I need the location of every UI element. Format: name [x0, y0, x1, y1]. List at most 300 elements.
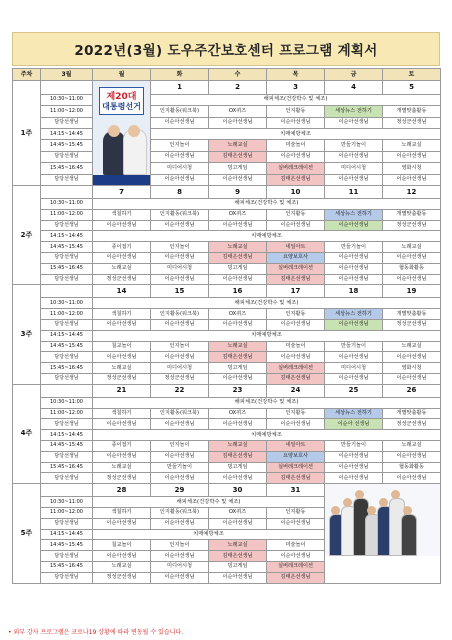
activity-cell: 이순아선생님: [151, 117, 209, 128]
schedule-row: [13, 373, 441, 384]
activity-cell: 정성군선생님: [151, 373, 209, 384]
activity-cell: 노래교실: [209, 540, 267, 551]
date-cell: 24: [267, 384, 325, 397]
date-cell: 18: [325, 285, 383, 298]
date-row: [13, 384, 441, 397]
activity-cell: 개별맞춤활동: [383, 106, 441, 117]
schedule-row: [13, 242, 441, 253]
schedule-row: [13, 209, 441, 220]
full-width-activity: 해피체조(건강박수 및 체조): [93, 397, 441, 408]
activity-cell: 미디어시청: [151, 163, 209, 174]
activity-cell: 인지놀이: [151, 242, 209, 253]
footnote: • 외부 강사 프로그램은 코로나19 상황에 따라 변동될 수 있습니다.: [8, 629, 184, 636]
activity-cell: 김태은선생님: [267, 274, 325, 285]
activity-cell: 이순아선생님: [267, 151, 325, 162]
activity-cell: 영화시청: [383, 363, 441, 374]
date-cell: 14: [93, 285, 151, 298]
activity-cell: 이순아선생님: [151, 352, 209, 363]
schedule-row: [13, 408, 441, 419]
activity-cell: 실버레크레이션: [267, 263, 325, 274]
time-cell: 11:00~12:00: [41, 507, 93, 518]
empty-cell: [41, 285, 93, 298]
schedule-row: [13, 231, 441, 242]
activity-cell: 네일아트: [267, 242, 325, 253]
time-cell: 담당선생님: [41, 451, 93, 462]
time-cell: 담당선생님: [41, 151, 93, 162]
poster-line1: 제20대: [106, 91, 137, 102]
time-cell: 14:15~14:45: [41, 430, 93, 441]
activity-cell: 이순아 선생님: [325, 419, 383, 430]
activity-cell: 노래교실: [383, 341, 441, 352]
activity-cell: 색칠하기: [93, 209, 151, 220]
date-cell: 22: [151, 384, 209, 397]
schedule-row: [13, 117, 441, 128]
schedule-row: [13, 263, 441, 274]
activity-cell: OX퀴즈: [209, 106, 267, 117]
poster-line2: 대통령선거: [102, 101, 141, 111]
activity-cell: 이순아선생님: [151, 274, 209, 285]
activity-cell: 이순아선생님: [151, 572, 209, 583]
activity-cell: 이순아선생님: [383, 373, 441, 384]
activity-cell: 이순아선생님: [325, 151, 383, 162]
activity-cell: 협동화활동: [383, 263, 441, 274]
full-width-activity: 해피체조(건강박수 및 체조): [93, 199, 441, 210]
activity-cell: 이순아선생님: [383, 174, 441, 185]
header-day: 월: [93, 69, 151, 81]
activity-cell: 인지활동: [267, 408, 325, 419]
activity-cell: OX퀴즈: [209, 209, 267, 220]
activity-cell: 이순아선생님: [267, 518, 325, 529]
schedule-row: [13, 298, 441, 309]
activity-cell: 인지활동(워크북): [151, 106, 209, 117]
date-cell: 9: [209, 186, 267, 199]
activity-cell: 이순아선생님: [151, 419, 209, 430]
activity-cell: 세상뉴스 전하기: [325, 408, 383, 419]
time-cell: 담당선생님: [41, 473, 93, 484]
activity-cell: 이순아선생님: [267, 117, 325, 128]
header-day: 수: [209, 69, 267, 81]
activity-cell: 이순아선생님: [151, 473, 209, 484]
time-cell: 11:00~12:00: [41, 309, 93, 320]
activity-cell: 이순아선생님: [151, 451, 209, 462]
date-cell: 12: [383, 186, 441, 199]
activity-cell: 만들기놀이: [325, 242, 383, 253]
activity-cell: 인지놀이: [151, 341, 209, 352]
activity-cell: 이순아선생님: [383, 151, 441, 162]
activity-cell: 요양보호사: [267, 252, 325, 263]
date-cell: 5: [383, 81, 441, 95]
date-cell: 3: [267, 81, 325, 95]
time-cell: 11:00~12:00: [41, 408, 93, 419]
activity-cell: 빙고게임: [209, 363, 267, 374]
date-cell: 25: [325, 384, 383, 397]
activity-cell: 노래교실: [383, 440, 441, 451]
activity-cell: 인지활동(워크북): [151, 507, 209, 518]
activity-cell: 이순아선생님: [209, 373, 267, 384]
full-width-activity: 치매예방체조: [93, 231, 441, 242]
activity-cell: 인지활동: [267, 209, 325, 220]
empty-cell: [41, 81, 93, 95]
activity-cell: 만들기놀이: [325, 341, 383, 352]
activity-cell: 정성군선생님: [383, 117, 441, 128]
time-cell: 담당선생님: [41, 373, 93, 384]
date-cell: 19: [383, 285, 441, 298]
time-cell: 담당선생님: [41, 572, 93, 583]
activity-cell: 인지활동: [267, 507, 325, 518]
schedule-row: [13, 199, 441, 210]
week-label: 5주: [13, 484, 41, 583]
time-cell: 15:45~16:45: [41, 363, 93, 374]
activity-cell: 개별맞춤활동: [383, 408, 441, 419]
activity-cell: OX퀴즈: [209, 507, 267, 518]
activity-cell: 이순아선생님: [209, 518, 267, 529]
week-label: 2주: [13, 186, 41, 285]
activity-cell: 인지활동(워크북): [151, 209, 209, 220]
week-label: 4주: [13, 384, 41, 483]
schedule-row: [13, 352, 441, 363]
activity-cell: 이순아선생님: [93, 518, 151, 529]
activity-cell: 색칠하기: [93, 507, 151, 518]
activity-cell: 김태은선생님: [267, 572, 325, 583]
header-day: 화: [151, 69, 209, 81]
activity-cell: 이순아선생님: [325, 319, 383, 330]
schedule-table: [12, 68, 441, 584]
activity-cell: OX퀴즈: [209, 408, 267, 419]
date-cell: 15: [151, 285, 209, 298]
activity-cell: 빙고게임: [209, 263, 267, 274]
full-width-activity: 치매예방체조: [93, 330, 441, 341]
date-cell: 4: [325, 81, 383, 95]
activity-cell: 정성군선생님: [93, 473, 151, 484]
time-cell: 14:15~14:45: [41, 128, 93, 139]
date-cell: 1: [151, 81, 209, 95]
schedule-row: [13, 440, 441, 451]
schedule-row: [13, 363, 441, 374]
activity-cell: 종이접기: [93, 242, 151, 253]
activity-cell: 이순아선생님: [267, 352, 325, 363]
activity-cell: 인지활동: [267, 106, 325, 117]
time-cell: 담당선생님: [41, 174, 93, 185]
schedule-row: [13, 319, 441, 330]
activity-cell: 정성군선생님: [383, 419, 441, 430]
activity-cell: 이순아선생님: [151, 319, 209, 330]
activity-cell: 이순아선생님: [93, 352, 151, 363]
time-cell: 14:45~15:45: [41, 140, 93, 151]
activity-cell: 노래교실: [93, 263, 151, 274]
date-cell: 10: [267, 186, 325, 199]
activity-cell: 이순아선생님: [209, 473, 267, 484]
week-label: 3주: [13, 285, 41, 384]
date-row: [13, 81, 441, 95]
activity-cell: 종이접기: [93, 440, 151, 451]
header-row: [13, 69, 441, 81]
activity-cell: 정성군선생님: [383, 319, 441, 330]
header-day: 목: [267, 69, 325, 81]
activity-cell: 미디어시청: [151, 363, 209, 374]
date-row: [13, 285, 441, 298]
date-cell: 8: [151, 186, 209, 199]
date-cell: 21: [93, 384, 151, 397]
full-width-activity: 치매예방체조: [93, 529, 325, 540]
activity-cell: 노래교실: [93, 363, 151, 374]
week-label: 1주: [13, 81, 41, 186]
activity-cell: 세상뉴스 전하기: [325, 209, 383, 220]
activity-cell: 김태은선생님: [209, 252, 267, 263]
schedule-row: [13, 341, 441, 352]
schedule-row: [13, 462, 441, 473]
activity-cell: 이순아선생님: [383, 451, 441, 462]
header-day: 금: [325, 69, 383, 81]
activity-cell: 실버레크레이션: [267, 163, 325, 174]
time-cell: 10:30~11:00: [41, 94, 93, 105]
schedule-row: [13, 430, 441, 441]
activity-cell: 칠교놀이: [93, 341, 151, 352]
schedule-row: [13, 163, 441, 174]
schedule-row: [13, 330, 441, 341]
activity-cell: 이순아선생님: [209, 319, 267, 330]
activity-cell: 인지놀이: [151, 440, 209, 451]
activity-cell: 이순아선생님: [325, 373, 383, 384]
time-cell: 11:00~12:00: [41, 106, 93, 117]
activity-cell: OX퀴즈: [209, 309, 267, 320]
activity-cell: 김태은선생님: [267, 473, 325, 484]
date-cell: 29: [151, 484, 209, 497]
activity-cell: 색칠하기: [93, 309, 151, 320]
date-cell: 23: [209, 384, 267, 397]
time-cell: 14:15~14:45: [41, 330, 93, 341]
empty-cell: [41, 384, 93, 397]
activity-cell: 노래교실: [383, 140, 441, 151]
time-cell: 15:45~16:45: [41, 163, 93, 174]
activity-cell: 만들기놀이: [151, 462, 209, 473]
activity-cell: 정성군선생님: [93, 274, 151, 285]
activity-cell: 협동화활동: [383, 462, 441, 473]
activity-cell: 색칠하기: [93, 408, 151, 419]
activity-cell: 인지활동(워크북): [151, 408, 209, 419]
activity-cell: 네일아트: [267, 440, 325, 451]
time-cell: 담당선생님: [41, 419, 93, 430]
date-cell: 28: [93, 484, 151, 497]
date-cell: 17: [267, 285, 325, 298]
activity-cell: 빙고게임: [209, 561, 267, 572]
schedule-row: [13, 174, 441, 185]
activity-cell: 이순아선생님: [93, 252, 151, 263]
time-cell: 14:45~15:45: [41, 242, 93, 253]
activity-cell: 미술놀이: [267, 341, 325, 352]
time-cell: 15:45~16:45: [41, 263, 93, 274]
activity-cell: 정성군선생님: [93, 373, 151, 384]
schedule-row: [13, 252, 441, 263]
activity-cell: 이순아선생님: [383, 274, 441, 285]
activity-cell: 개별맞춤활동: [383, 209, 441, 220]
activity-cell: 실버레크레이션: [267, 561, 325, 572]
title-bar: [12, 32, 440, 66]
date-cell: 26: [383, 384, 441, 397]
date-row: [13, 484, 441, 497]
activity-cell: 미디어시청: [151, 263, 209, 274]
activity-cell: 미술놀이: [267, 140, 325, 151]
activity-cell: 이순아선생님: [267, 319, 325, 330]
activity-cell: 이순아선생님: [383, 352, 441, 363]
schedule-row: [13, 140, 441, 151]
time-cell: 담당선생님: [41, 220, 93, 231]
activity-cell: 이순아선생님: [325, 473, 383, 484]
activity-cell: 칠교놀이: [93, 540, 151, 551]
time-cell: 14:15~14:45: [41, 231, 93, 242]
activity-cell: 빙고게임: [209, 462, 267, 473]
date-cell: 31: [267, 484, 325, 497]
schedule-row: [13, 274, 441, 285]
header-day: 토: [383, 69, 441, 81]
activity-cell: 이순아선생님: [209, 419, 267, 430]
activity-cell: 이순아선생님: [325, 174, 383, 185]
activity-cell: 노래교실: [209, 440, 267, 451]
activity-cell: 김태은선생님: [209, 151, 267, 162]
activity-cell: 노래교실: [209, 242, 267, 253]
activity-cell: 이순아선생님: [93, 419, 151, 430]
activity-cell: 이순아선생님: [267, 551, 325, 562]
time-cell: 14:45~15:45: [41, 540, 93, 551]
activity-cell: 이순아선생님: [325, 462, 383, 473]
activity-cell: 이순아선생님: [151, 220, 209, 231]
activity-cell: 미디어시청: [151, 561, 209, 572]
activity-cell: 이순아선생님: [267, 419, 325, 430]
time-cell: 10:30~11:00: [41, 497, 93, 508]
schedule-row: [13, 309, 441, 320]
activity-cell: 이순아선생님: [325, 252, 383, 263]
activity-cell: 미술놀이: [267, 540, 325, 551]
schedule-row: [13, 473, 441, 484]
activity-cell: 이순아선생님: [267, 220, 325, 231]
date-cell: 7: [93, 186, 151, 199]
time-cell: 10:30~11:00: [41, 199, 93, 210]
activity-cell: 이순아선생님: [383, 252, 441, 263]
schedule-row: [13, 419, 441, 430]
activity-cell: 인지놀이: [151, 140, 209, 151]
activity-cell: 이순아선생님: [383, 473, 441, 484]
activity-cell: 세상뉴스 전하기: [325, 309, 383, 320]
activity-cell: 미디어시청: [325, 363, 383, 374]
election-poster-image: [93, 81, 151, 186]
activity-cell: 이순아선생님: [93, 319, 151, 330]
activity-cell: 영화시청: [383, 163, 441, 174]
time-cell: 14:45~15:45: [41, 341, 93, 352]
time-cell: 담당선생님: [41, 117, 93, 128]
full-width-activity: 해피체조(건강박수 및 체조): [93, 298, 441, 309]
date-row: [13, 186, 441, 199]
activity-cell: 이순아선생님: [151, 151, 209, 162]
date-cell: 16: [209, 285, 267, 298]
activity-cell: 이순아선생님: [325, 263, 383, 274]
time-cell: 15:45~16:45: [41, 462, 93, 473]
activity-cell: 김태은선생님: [209, 451, 267, 462]
time-cell: 10:30~11:00: [41, 397, 93, 408]
activity-cell: 미디어시청: [325, 163, 383, 174]
full-width-activity: 치매예방체조: [93, 430, 441, 441]
activity-cell: 이순아선생님: [93, 220, 151, 231]
schedule-row: [13, 220, 441, 231]
time-cell: 15:45~16:45: [41, 561, 93, 572]
activity-cell: 실버레크레이션: [267, 462, 325, 473]
activity-cell: 개별맞춤활동: [383, 309, 441, 320]
full-width-activity: 해피체조(건강박수 및 체조): [151, 94, 441, 105]
activity-cell: 빙고게임: [209, 163, 267, 174]
celebration-crowd-image: [325, 484, 441, 583]
activity-cell: 이순아선생님: [325, 352, 383, 363]
activity-cell: 김태은선생님: [209, 551, 267, 562]
time-cell: 14:15~14:45: [41, 529, 93, 540]
activity-cell: 이순아선생님: [325, 220, 383, 231]
full-width-activity: 해피체조(건강박수 및 체조): [93, 497, 325, 508]
page-title: 2022년(3월) 도우주간보호센터 프로그램 계획서: [74, 43, 378, 59]
schedule-row: [13, 397, 441, 408]
date-cell: 30: [209, 484, 267, 497]
time-cell: 담당선생님: [41, 252, 93, 263]
empty-cell: [41, 484, 93, 497]
activity-cell: 이순아선생님: [209, 572, 267, 583]
activity-cell: 이순아선생님: [325, 274, 383, 285]
activity-cell: 이순아선생님: [325, 117, 383, 128]
activity-cell: 세상뉴스 전하기: [325, 106, 383, 117]
time-cell: 담당선생님: [41, 319, 93, 330]
activity-cell: 정성군선생님: [93, 572, 151, 583]
activity-cell: 인지활동: [267, 309, 325, 320]
time-cell: 14:45~15:45: [41, 440, 93, 451]
header-week-label: 주차: [13, 69, 41, 81]
activity-cell: 이순아선생님: [209, 220, 267, 231]
schedule-row: [13, 151, 441, 162]
activity-cell: 인지활동(워크북): [151, 309, 209, 320]
activity-cell: 실버레크레이션: [267, 363, 325, 374]
time-cell: 담당선생님: [41, 551, 93, 562]
schedule-row: [13, 451, 441, 462]
time-cell: 담당선생님: [41, 274, 93, 285]
date-cell: 2: [209, 81, 267, 95]
activity-cell: 노래교실: [383, 242, 441, 253]
activity-cell: 정성군선생님: [383, 220, 441, 231]
time-cell: 11:00~12:00: [41, 209, 93, 220]
schedule-row: [13, 106, 441, 117]
activity-cell: 김태은선생님: [267, 174, 325, 185]
activity-cell: 인지놀이: [151, 540, 209, 551]
activity-cell: 만들기놀이: [325, 440, 383, 451]
activity-cell: 이순아선생님: [151, 551, 209, 562]
activity-cell: 노래교실: [209, 140, 267, 151]
schedule-row: [13, 128, 441, 139]
activity-cell: 만들기놀이: [325, 140, 383, 151]
activity-cell: 이순아선생님: [151, 518, 209, 529]
activity-cell: 이순아선생님: [93, 451, 151, 462]
activity-cell: 이순아선생님: [151, 252, 209, 263]
activity-cell: 요양보호사: [267, 451, 325, 462]
activity-cell: 이순아선생님: [151, 174, 209, 185]
activity-cell: 이순아선생님: [209, 274, 267, 285]
date-cell: 11: [325, 186, 383, 199]
schedule-row: [13, 94, 441, 105]
activity-cell: 이순아선생님: [325, 451, 383, 462]
activity-cell: 김태은선생님: [209, 352, 267, 363]
empty-cell: [41, 186, 93, 199]
header-month: 3월: [41, 69, 93, 81]
time-cell: 담당선생님: [41, 518, 93, 529]
activity-cell: 이순아선생님: [93, 551, 151, 562]
activity-cell: 이순아선생님: [209, 117, 267, 128]
time-cell: 담당선생님: [41, 352, 93, 363]
activity-cell: 노래교실: [209, 341, 267, 352]
activity-cell: 노래교실: [93, 561, 151, 572]
activity-cell: 김태은선생님: [267, 373, 325, 384]
full-width-activity: 치매예방체조: [151, 128, 441, 139]
